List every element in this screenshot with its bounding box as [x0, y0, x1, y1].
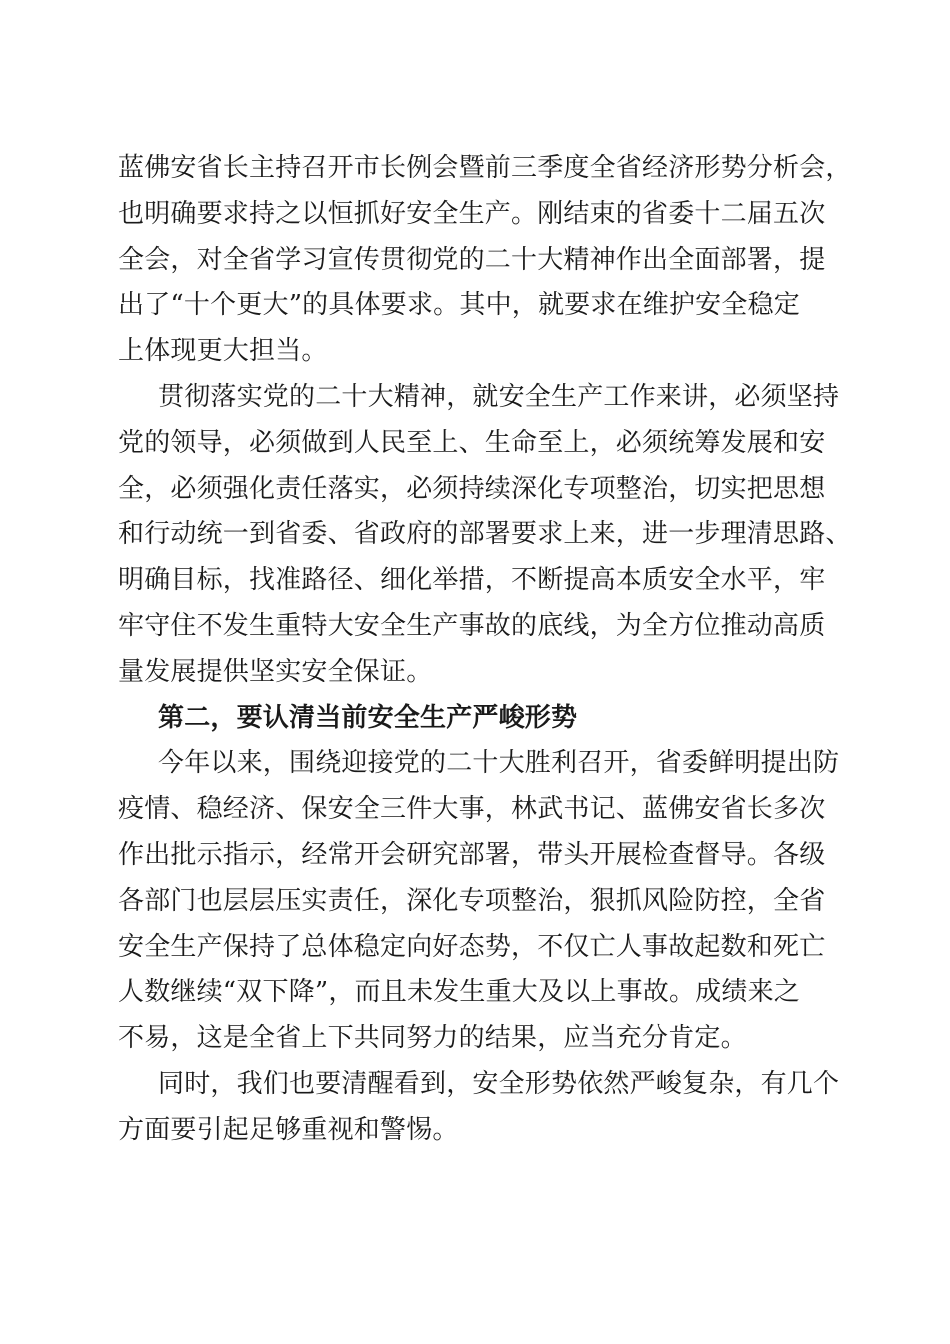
text-line: 疫情、稳经济、保安全三件大事，林武书记、蓝佛安省长多次 [118, 794, 826, 825]
text-line: 方面要引起足够重视和警惕。 [118, 1114, 459, 1145]
text-line: 和行动统一到省委、省政府的部署要求上来，进一步理清思路、 [118, 519, 852, 550]
text-line: 同时，我们也要清醒看到，安全形势依然严峻复杂，有几个 [158, 1068, 840, 1099]
text-line: 各部门也层层压实责任，深化专项整治，狠抓风险防控，全省 [118, 885, 826, 916]
text-line: 蓝佛安省长主持召开市长例会暨前三季度全省经济形势分析会， [118, 153, 852, 183]
text-line: 量发展提供坚实安全保证。 [118, 656, 433, 687]
text-line: 全，必须强化责任落实，必须持续深化专项整治，切实把思想 [118, 473, 826, 504]
paragraph-2 [118, 375, 852, 696]
text-line: 也明确要求持之以恒抓好安全生产。刚结束的省委十二届五次 [118, 198, 826, 229]
text-line: 上体现更大担当。 [118, 336, 328, 367]
paragraph-1 [118, 146, 852, 375]
text-line: 今年以来，围绕迎接党的二十大胜利召开，省委鲜明提出防 [158, 748, 840, 779]
document-body [118, 146, 852, 1154]
text-line: 明确目标，找准路径、细化举措，不断提高本质安全水平，牢 [118, 565, 826, 596]
text-line: 党的领导，必须做到人民至上、生命至上，必须统筹发展和安 [118, 427, 826, 458]
text-line: 全会，对全省学习宣传贯彻党的二十大精神作出全面部署，提 [118, 244, 826, 275]
text-line: 安全生产保持了总体稳定向好态势，不仅亡人事故起数和死亡 [118, 931, 826, 962]
text-line: 人数继续“双下降”，而且未发生重大及以上事故。成绩来之 [118, 977, 800, 1008]
text-line: 不易，这是全省上下共同努力的结果，应当充分肯定。 [118, 1023, 747, 1054]
text-line: 出了“十个更大”的具体要求。其中，就要求在维护安全稳定 [118, 290, 800, 321]
heading-line: 第二，要认清当前安全生产严峻形势 [158, 702, 578, 733]
section-heading [118, 696, 830, 742]
paragraph-3 [118, 741, 840, 1062]
text-line: 牢守住不发生重特大安全生产事故的底线，为全方位推动高质 [118, 610, 826, 641]
text-line: 贯彻落实党的二十大精神，就安全生产工作来讲，必须坚持 [158, 381, 840, 412]
text-line: 作出批示指示，经常开会研究部署，带头开展检查督导。各级 [118, 839, 826, 870]
paragraph-4 [118, 1062, 840, 1154]
